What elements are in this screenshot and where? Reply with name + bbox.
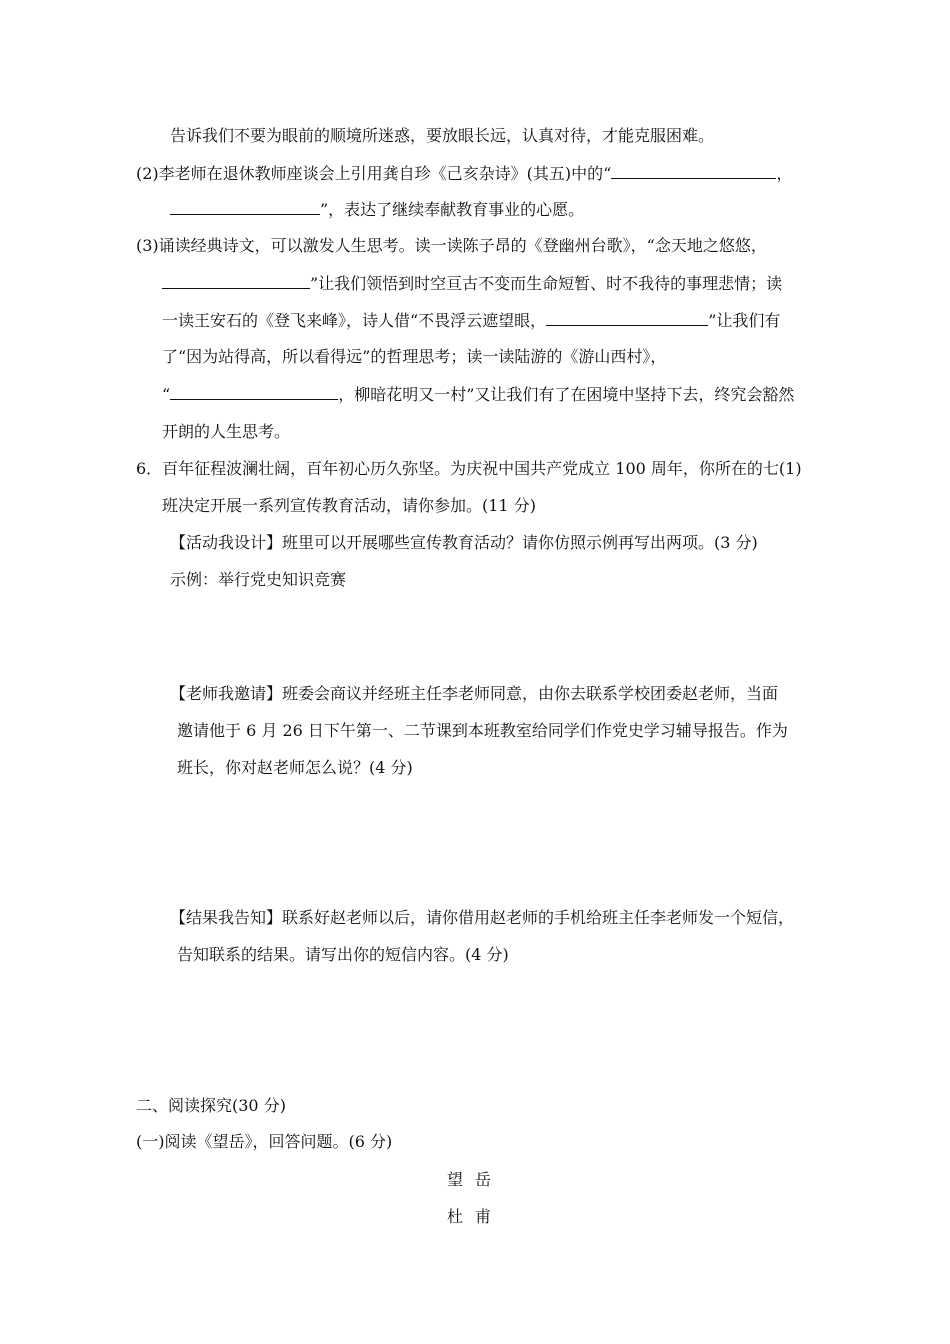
teacher-invite-prompt: 【老师我邀请】班委会商议并经班主任李老师同意，由你去联系学校团委赵老师，当面	[170, 684, 779, 703]
result-notify-prompt: 【结果我告知】联系好赵老师以后，请你借用赵老师的手机给班主任李老师发一个短信，	[170, 908, 795, 927]
text-segment: ”让我们领悟到时空亘古不变而生命短暂、时不我待的事理悲情；读	[310, 274, 783, 293]
text-line: 开朗的人生思考。	[162, 422, 291, 441]
text-line: 了“因为站得高，所以看得远”的哲理思考；读一读陆游的《游山西村》，	[162, 347, 667, 366]
text-line: 告诉我们不要为眼前的顺境所迷惑，要放眼长远，认真对待，才能克服困难。	[170, 126, 715, 145]
text-line: 班决定开展一系列宣传教育活动，请你参加。(11 分)	[162, 496, 536, 515]
subsection-heading: (一)阅读《望岳》，回答问题。(6 分)	[136, 1132, 393, 1151]
poem-author: 杜甫	[446, 1207, 503, 1226]
poem-title: 望岳	[446, 1170, 503, 1189]
text-segment: ”让我们有	[708, 311, 781, 330]
answer-blank[interactable]	[170, 384, 338, 400]
text-segment: “	[162, 385, 171, 404]
question-2-line	[136, 163, 792, 184]
question-6-line: 6．百年征程波澜壮阔，百年初心历久弥坚。为庆祝中国共产党成立 100 周年，你所在的七(1)	[136, 459, 802, 478]
text-segment: ，	[776, 164, 793, 183]
answer-blank[interactable]	[546, 310, 708, 326]
answer-blank[interactable]	[162, 273, 310, 289]
text-line: 班长，你对赵老师怎么说？(4 分)	[177, 758, 413, 777]
text-line	[162, 384, 794, 405]
text-segment: ，柳暗花明又一村”又让我们有了在困境中坚持下去，终究会豁然	[338, 385, 795, 404]
activity-design-prompt: 【活动我设计】班里可以开展哪些宣传教育活动？请你仿照示例再写出两项。(3 分)	[170, 533, 758, 552]
question-3-line: (3)诵读经典诗文，可以激发人生思考。读一读陈子昂的《登幽州台歌》，“念天地之悠悠，	[136, 236, 767, 255]
text-segment: (2)李老师在退休教师座谈会上引用龚自珍《己亥杂诗》(其五)中的“	[136, 164, 612, 183]
text-line: 告知联系的结果。请写出你的短信内容。(4 分)	[177, 945, 509, 964]
text-line	[162, 310, 780, 331]
answer-blank[interactable]	[170, 199, 320, 215]
text-line	[162, 273, 782, 294]
text-segment: 一读王安石的《登飞来峰》，诗人借“不畏浮云遮望眼，	[162, 311, 547, 330]
question-2-line-2	[170, 199, 584, 220]
text-line: 邀请他于 6 月 26 日下午第一、二节课到本班教室给同学们作党史学习辅导报告。作为	[177, 721, 788, 740]
section-heading: 二、阅读探究(30 分)	[136, 1096, 286, 1115]
example-line: 示例：举行党史知识竞赛	[170, 570, 347, 589]
text-segment: ”，表达了继续奉献教育事业的心愿。	[320, 200, 585, 219]
answer-blank[interactable]	[611, 163, 776, 179]
